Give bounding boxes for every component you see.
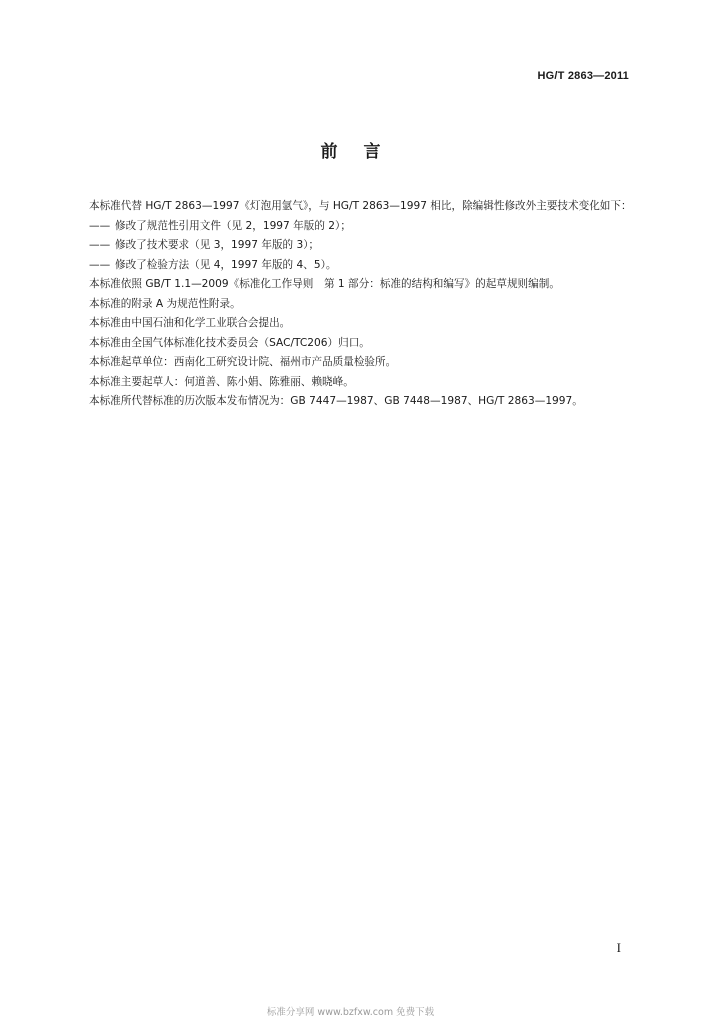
footer-watermark: 标准分享网 www.bzfxw.com 免费下载 [266,1007,435,1018]
list-dash: —— [89,239,111,251]
list-item [68,236,635,256]
paragraph-annex: 本标准的附录 A 为规范性附录。 [89,297,241,310]
paragraph-drafters: 本标准主要起草人：何道善、陈小娟、陈雅丽、赖晓峰。 [89,375,354,388]
list-item [68,217,635,237]
list-item [68,256,635,276]
paragraph-intro: 本标准代替 HG/T 2863—1997《灯泡用氩气》，与 HG/T 2863—1997 相比，除编辑性修改外主要技术变化如下： [89,200,632,212]
paragraph-drafting-units: 本标准起草单位：西南化工研究设计院、福州市产品质量检验所。 [89,356,397,368]
paragraph-proposer: 本标准由中国石油和化学工业联合会提出。 [89,317,291,329]
list-item-text: 修改了规范性引用文件（见 2，1997 年版的 2）； [115,219,351,232]
page-title: 前言 [320,142,407,162]
paragraph-drafting-rules: 本标准依照 GB/T 1.1—2009《标准化工作导则 第 1 部分：标准的结构和编写》的起草规则编制。 [89,278,560,290]
list-dash: —— [89,219,111,232]
list-dash: —— [89,258,111,271]
page-number: I [616,940,621,955]
document-code: HG/T 2863—2011 [537,70,629,82]
paragraph-committee: 本标准由全国气体标准化技术委员会（SAC/TC206）归口。 [89,336,370,349]
list-item-text: 修改了技术要求（见 3，1997 年版的 3）； [115,239,320,251]
document-body [68,197,635,412]
list-item-text: 修改了检验方法（见 4，1997 年版的 4、5）。 [115,258,337,271]
paragraph-history: 本标准所代替标准的历次版本发布情况为：GB 7447—1987、GB 7448—1987、HG/T 2863—1997。 [89,395,583,407]
